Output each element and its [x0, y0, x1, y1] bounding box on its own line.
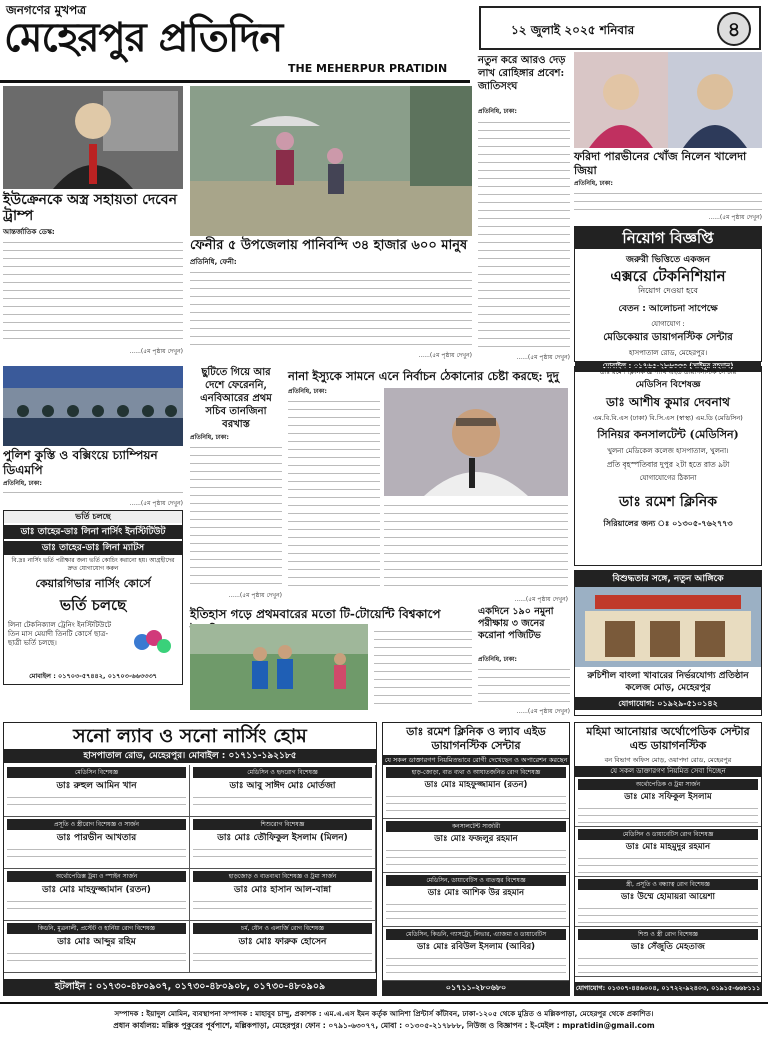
doctor-specialty: অর্থোপেডিক ও ট্রমা সার্জন: [578, 779, 758, 790]
ramesh-top: ডাঃ রমেশ ক্লিনিক & প্যাথ এইড ডায়াগনস্টিক সেন্টার: [599, 368, 737, 376]
story-feni: [190, 86, 472, 362]
doctor-specialty: কনসালটেন্ট সার্জারী: [386, 821, 566, 832]
story-corona: [478, 606, 570, 714]
doctor-details: [7, 897, 186, 911]
doctor-specialty: প্রসূতি ও স্ত্রীরোগ বিশেষজ্ঞ ও সার্জন: [7, 819, 186, 830]
story-rohingya: [478, 52, 570, 362]
nursing-line1: ডাঃ তাহের-ডাঃ লিনা নার্সিং ইনস্টিটিউট: [4, 525, 182, 539]
hotel-text: রুচিশীল বাংলা খাবারের নির্ভরযোগ্য প্রতিষ্ঠান কলেজ মোড়, মেহেরপুর: [587, 671, 749, 693]
corona-cont: ......(৫ম পৃষ্ঠায় দেখুন): [516, 708, 570, 715]
doctor-specialty: শিশু ও স্ত্রী রোগ বিশেষজ্ঞ: [578, 929, 758, 940]
tanjila-cont: ......(৫ম পৃষ্ঠায় দেখুন): [228, 592, 282, 599]
doctor-name: ডাঃ মোঃ আব্দুর রহিম: [57, 937, 136, 947]
ramesh2-tag: যে সকল ডাক্তারগণ নিয়মিতভাবে রোগী দেখেছেন ও অপারেশন করছেন: [384, 756, 568, 764]
footer-line1: সম্পাদক : ইয়াদুল মোমিন, ব্যবস্থাপনা সম্পাদক : মাহাবুব চান্দু, প্রকাশক : এম.এ.এস ইমন কর্তৃক আনিশা প্রিন্টার্স কাঁটাবন, ঢাকা-১২০৫ থেকে মুদ্রিত ও মল্লিকপাড়া, মেহেরপুর থেকে প্রকাশিত।: [114, 1009, 654, 1018]
job-salary: বেতন : আলোচনা সাপেক্ষে: [618, 304, 718, 314]
doctor-entry: [575, 927, 761, 977]
story-khaleda: [574, 52, 762, 222]
doctor-specialty: অর্থোপেডিক্স ট্রমা ও স্পাইন সার্জন: [7, 871, 186, 882]
ad-mohima: [574, 722, 762, 996]
dudu-headline: নানা ইস্যুকে সামনে এনে নির্বাচন ঠেকানোর চেষ্টা করছে: দুদু: [288, 369, 559, 383]
italy-headline: ইতিহাস গড়ে প্রথমবারের মতো টি-টোয়েন্টি বিশ্বকাপে: [190, 607, 441, 621]
mohima-title: মহিমা আনোয়ার অর্থোপেডিক সেন্টার এন্ড ডায়াগনস্টিক: [586, 725, 750, 752]
dudu-photo: [384, 388, 568, 496]
doctor-details: [386, 900, 566, 920]
ad-ramesh: [574, 366, 762, 566]
police-byline: প্রতিনিধি, ঢাকা:: [3, 480, 42, 487]
doctor-entry: [575, 777, 761, 827]
restaurant-photo-icon: [575, 587, 761, 667]
doctor-specialty: শিশুরোগ বিশেষজ্ঞ: [193, 819, 372, 830]
ad-nursing: [3, 510, 183, 685]
khaleda-body: [574, 188, 762, 210]
ad-ramesh2: [382, 722, 570, 996]
doctor-entry: [190, 765, 376, 817]
doctor-entry: [4, 765, 190, 817]
story-tanjila: [190, 366, 282, 606]
date-box: [479, 6, 761, 50]
story-dudu: [288, 366, 568, 606]
tanjila-body: [190, 442, 282, 587]
ramesh-spec: মেডিসিন বিশেষজ্ঞ: [635, 380, 701, 390]
page-number-value: ৪: [727, 17, 741, 41]
ad-hotel: [574, 570, 762, 716]
feni-body: [190, 267, 472, 347]
doctor-details: [7, 949, 186, 963]
doctor-entry: [383, 927, 569, 981]
doctor-details: [578, 804, 758, 824]
dudu-cont: ......(৫ম পৃষ্ঠায় দেখুন): [514, 596, 568, 603]
doctor-details: [386, 846, 566, 866]
nursing-note: বি.দ্রঃ নার্সিং ভর্তি পরীক্ষার জন্য ভর্তি কোচিং করানো হয়। আগ্রহীদের দ্রুত যোগাযোগ করুন: [11, 557, 175, 572]
ad-sono: [3, 722, 377, 996]
doctor-details: [578, 954, 758, 974]
doctor-specialty: হাড়-জোড়া, বাত ব্যথা ও আঘাতজনিত রোগ বিশেষজ্ঞ: [386, 767, 566, 778]
job-title: নিয়োগ বিজ্ঞপ্তি: [575, 227, 761, 249]
doctor-details: [578, 904, 758, 924]
doctor-specialty: কিডনি, মুত্রনালী, প্রস্টেট ও হার্নিয়া রোগ বিশেষজ্ঞ: [7, 923, 186, 934]
doctor-name: ডাঃ মোঃ মাহফুজ্জামান (রতন): [424, 780, 528, 790]
corona-headline: একদিনে ১৯০ নমুনা পরীক্ষায় ৩ জনের করোনা পজিটিভ: [478, 606, 554, 641]
nursing-logo-icon: [132, 626, 172, 658]
feni-cont: ......(৫ম পৃষ্ঠায় দেখুন): [418, 352, 472, 359]
trump-cont: ......(৫ম পৃষ্ঠায় দেখুন): [129, 348, 183, 355]
doctor-specialty: হাড়জোড় ও বাতব্যথা বিশেষজ্ঞ ও ট্রমা সার্জন: [193, 871, 372, 882]
flood-photo-icon: [190, 86, 472, 236]
ramesh2-phone: ০১৭১১-২৮০৬৮০: [383, 981, 569, 995]
person-photo-icon: [3, 86, 183, 189]
doctor-name: ডাঃ উম্মে হোমায়রা আয়েশা: [620, 892, 716, 902]
doctor-name: ডাঃ মোঃ ফজলুর রহমান: [434, 834, 518, 844]
job-center: মেডিকেয়ার ডায়াগনস্টিক সেন্টার: [603, 332, 733, 343]
doctor-specialty: মেডিসিন বিশেষজ্ঞ: [7, 767, 186, 778]
doctor-name: ডাঃ মোঃ মাহমুদুর রহমান: [625, 842, 711, 852]
doctor-entry: [383, 765, 569, 819]
doctor-name: ডাঃ মোঃ সফিকুল ইসলাম: [624, 792, 712, 802]
doctor-details: [386, 954, 566, 974]
doctor-specialty: মেডিসিন, কিডনি, গ্যাসট্রো, লিভার, এ্যাজমা ও ডায়াবেটিস: [386, 929, 566, 940]
doctor-name: ডাঃ মোঃ মাহফুজ্জামান (রতন): [42, 885, 151, 895]
masthead-title-en: THE MEHERPUR PRATIDIN: [288, 62, 448, 75]
job-contact: যোগাযোগ :: [651, 320, 685, 328]
rohingya-byline: প্রতিনিধি, ঢাকা:: [478, 108, 517, 115]
tanjila-byline: প্রতিনিধি, ঢাকা:: [190, 434, 229, 441]
dudu-byline: প্রতিনিধি, ঢাকা:: [288, 388, 327, 395]
sono-title: সনো ল্যাব ও সনো নার্সিং হোম: [73, 725, 307, 747]
page-number: [717, 12, 751, 46]
nursing-banner: ভর্তি চলছে: [4, 511, 182, 523]
nursing-line2: ডাঃ তাহের-ডাঃ লিনা ম্যাটস: [4, 541, 182, 555]
doctor-name: ডাঃ মোঃ আশিক উর রহমান: [427, 888, 525, 898]
hotel-top: বিশুদ্ধতার সঙ্গে, নতুন আঙ্গিকে: [575, 571, 761, 587]
footer-line2: প্রধান কার্যালয়: মল্লিক পুকুরের পূর্বপাশে, মল্লিকপাড়া, মেহেরপুর। ফোন : ০৭৯১-৬৩০৭৭, মোবা : ০১৩০৫-২১৭৮৮৮, নিউজ ও বিজ্ঞাপন : ই-মেইল : mpratidin@gmail.com: [113, 1021, 655, 1030]
doctor-details: [193, 949, 372, 963]
doctor-name: ডাঃ সেঁজুতি মেহতাজ: [631, 942, 705, 952]
doctor-entry: [190, 817, 376, 869]
job-need: নিয়োগ দেওয়া হবে: [638, 286, 698, 295]
ramesh2-title: ডাঃ রমেশ ক্লিনিক ও ল্যাব এইড ডায়াগনস্টিক সেন্টার: [406, 725, 546, 752]
doctor-specialty: মেডিসিন, ডায়াবেটিস ও বাতজ্বর বিশেষজ্ঞ: [386, 875, 566, 886]
masthead-rule: [0, 80, 470, 83]
doctor-details: [7, 793, 186, 807]
story-police: [3, 366, 183, 506]
job-post: এক্সরে টেকনিশিয়ান: [610, 267, 726, 285]
mohima-doctor-list: [575, 777, 761, 977]
khaleda-byline: প্রতিনিধি, ঢাকা:: [574, 180, 613, 187]
feni-photo: [190, 86, 472, 236]
doctor-entry: [383, 873, 569, 927]
rohingya-cont: ......(৫ম পৃষ্ঠায় দেখুন): [516, 354, 570, 361]
khaleda-photo: [574, 52, 762, 148]
doctor-details: [193, 793, 372, 807]
doctor-details: [386, 792, 566, 812]
ramesh-clinic: ডাঃ রমেশ ক্লিনিক: [618, 494, 718, 510]
speaker-photo-icon: [384, 388, 568, 496]
doctor-specialty: মেডিসিন ও হৃদরোগ বিশেষজ্ঞ: [193, 767, 372, 778]
doctor-entry: [190, 921, 376, 973]
sono-addr: হাসপাতাল রোড, মেহেরপুর। মোবাইল : ০১৭১১-১৯২১৮৫: [4, 749, 376, 763]
doctor-entry: [4, 921, 190, 973]
khaleda-cont: ......(৫ম পৃষ্ঠায় দেখুন): [708, 214, 762, 221]
ramesh-post: সিনিয়র কনসালটেন্ট (মেডিসিন): [597, 428, 739, 441]
doctor-entry: [4, 869, 190, 921]
group-photo-icon: [3, 366, 183, 446]
trump-headline: ইউক্রেনকে অস্ত্র সহায়তা দেবেন ট্রাম্প: [3, 192, 177, 224]
police-headline: পুলিশ কুস্তি ও বক্সিংয়ে চ্যাম্পিয়ন ডিএমপি: [3, 448, 158, 477]
sono-hotline: হটলাইন : ০১৭৩০-৪৮০৯০৭, ০১৭৩০-৪৮০৯০৮, ০১৭৩০-৪৮০৯০৯: [4, 979, 376, 995]
ramesh-phone: সিরিয়ালের জন্য ঃ ০১৩০৫-৭৬২৭৭৩: [603, 519, 733, 528]
nursing-course: কেয়ারগিভার নার্সিং কোর্সে: [35, 577, 151, 590]
doctor-name: ডাঃ আবু সাঈদ মোঃ মোর্তজা: [229, 781, 336, 791]
doctor-name: ডাঃ মোঃ রবিউল ইসলাম (আবির): [416, 942, 536, 952]
doctor-specialty: মেডিসিন ও ডায়াবেটিস রোগ বিশেষজ্ঞ: [578, 829, 758, 840]
doctor-entry: [575, 877, 761, 927]
story-trump: [3, 86, 183, 362]
masthead-title: মেহেরপুর প্রতিদিন: [4, 14, 283, 61]
trump-body: [3, 237, 183, 342]
corona-byline: প্রতিনিধি, ঢাকা:: [478, 656, 517, 663]
doctor-name: ডাঃ পারভীন আখতার: [56, 833, 137, 843]
police-cont: ......(৫ম পৃষ্ঠায় দেখুন): [129, 500, 183, 507]
dudu-body-left: [288, 396, 380, 591]
mohima-addr: বন বিভাগ অফিস মোড়, ওয়াপদা রোড, মেহেরপুর: [604, 756, 732, 764]
job-mobile: মোবাইল : ০১৭৬৫-২৮৬৩৩৩ (সাইদুর রহমান): [575, 361, 761, 372]
feni-headline: ফেনীর ৫ উপজেলায় পানিবন্দি ৩৪ হাজার ৬০০ মানুষ: [190, 238, 468, 253]
nursing-phone: মোবাইল : ০১৭০৩-৫৭৪৪২, ০১৭০৩-৬৬৩৩৩৭: [29, 672, 157, 680]
ramesh-time: প্রতি বৃহস্পতিবার দুপুর ২টা হতে রাত ৯টা: [606, 460, 730, 469]
nursing-inst: লিনা টেকনিক্যাল ট্রেনিং ইনস্টিটিউটে তিন মাস মেয়াদী তিনটি কোর্সে ছাত্র-ছাত্রী ভর্তি চলছে।: [8, 621, 112, 647]
job-sub: জরুরী ভিত্তিতে একজন: [626, 255, 710, 265]
doctor-entry: [383, 819, 569, 873]
cricket-photo-icon: [190, 624, 368, 710]
nursing-admit: ভর্তি চলছে: [59, 596, 127, 614]
masthead-tagline: জনগণের মুখপত্র: [6, 3, 87, 17]
feni-byline: প্রতিনিধি, ফেনী:: [190, 258, 237, 266]
footer: [0, 1002, 768, 1046]
doctor-specialty: স্ত্রী, প্রসূতি ও বন্ধ্যাত্ব রোগ বিশেষজ্ঞ: [578, 879, 758, 890]
rohingya-headline: নতুন করে আরও দেড় লাখ রোহিঙ্গার প্রবেশ: জাতিসংঘ: [478, 55, 566, 92]
date-text: ১২ জুলাই ২০২৫ শনিবার: [511, 23, 635, 37]
italy-photo: [190, 624, 368, 710]
ad-job: [574, 226, 762, 370]
doctor-name: ডাঃ রুহুল আমিন খান: [56, 781, 137, 791]
story-italy: [190, 606, 472, 714]
portraits-photo-icon: [574, 52, 762, 148]
doctor-details: [193, 897, 372, 911]
doctor-entry: [575, 827, 761, 877]
mohima-phone: যোগাযোগ: ০১৩০৭-৪৪৬০০৪, ০১৭২২-৯২৪০৩, ০১৯১৫-৬৬৮১১১: [575, 982, 761, 995]
khaleda-headline: ফরিদা পারভীনের খোঁজ নিলেন খালেদা জিয়া: [574, 150, 747, 177]
doctor-specialty: চর্ম, যৌন ও এলার্জি রোগ বিশেষজ্ঞ: [193, 923, 372, 934]
italy-body: [374, 626, 472, 710]
ramesh2-doctor-list: [383, 765, 569, 981]
trump-byline: আন্তর্জাতিক ডেস্ক:: [3, 228, 55, 236]
doctor-entry: [4, 817, 190, 869]
ramesh-doctor: ডাঃ আশীষ কুমার দেবনাথ: [606, 395, 730, 409]
mohima-tag: যে সকল ডাক্তারগণ নিয়মিত সেবা দিচ্ছেন: [575, 766, 761, 777]
hotel-photo: [575, 587, 761, 667]
ramesh-hosp: খুলনা মেডিকেল কলেজ হাসপাতাল, খুলনা।: [607, 447, 729, 455]
sono-doctor-grid: [4, 765, 376, 973]
trump-photo: [3, 86, 183, 189]
ramesh-deg: এম.বি.বি.এস (ঢাকা) বি.সি.এস (স্বাস্থ্য) এম.ডি (মেডিসিন): [593, 414, 743, 422]
doctor-details: [193, 845, 372, 859]
corona-body: [478, 664, 570, 704]
doctor-name: ডাঃ মোঃ হাসান আল-বান্না: [233, 885, 332, 895]
doctor-details: [578, 854, 758, 874]
hotel-phone: যোগাযোগ: ০১৯২৯-৫১০১৪২: [575, 697, 761, 710]
doctor-details: [7, 845, 186, 859]
doctor-name: ডাঃ মোঃ ফারুক হোসেন: [238, 937, 327, 947]
police-photo: [3, 366, 183, 446]
doctor-entry: [190, 869, 376, 921]
rohingya-body: [478, 117, 570, 349]
tanjila-headline: ছুটিতে গিয়ে আর দেশে ফেরেননি, এনবিআরের প্রথম সচিব তানজিনা বরখাস্ত: [200, 367, 272, 430]
job-addr: হাসপাতাল রোড, মেহেরপুর।: [628, 349, 708, 357]
doctor-name: ডাঃ মোঃ তৌফিকুল ইসলাম (মিলন): [217, 833, 348, 843]
ramesh-place: যোগাযোগের ঠিকানা: [639, 474, 697, 482]
dudu-body-right: [384, 500, 568, 590]
